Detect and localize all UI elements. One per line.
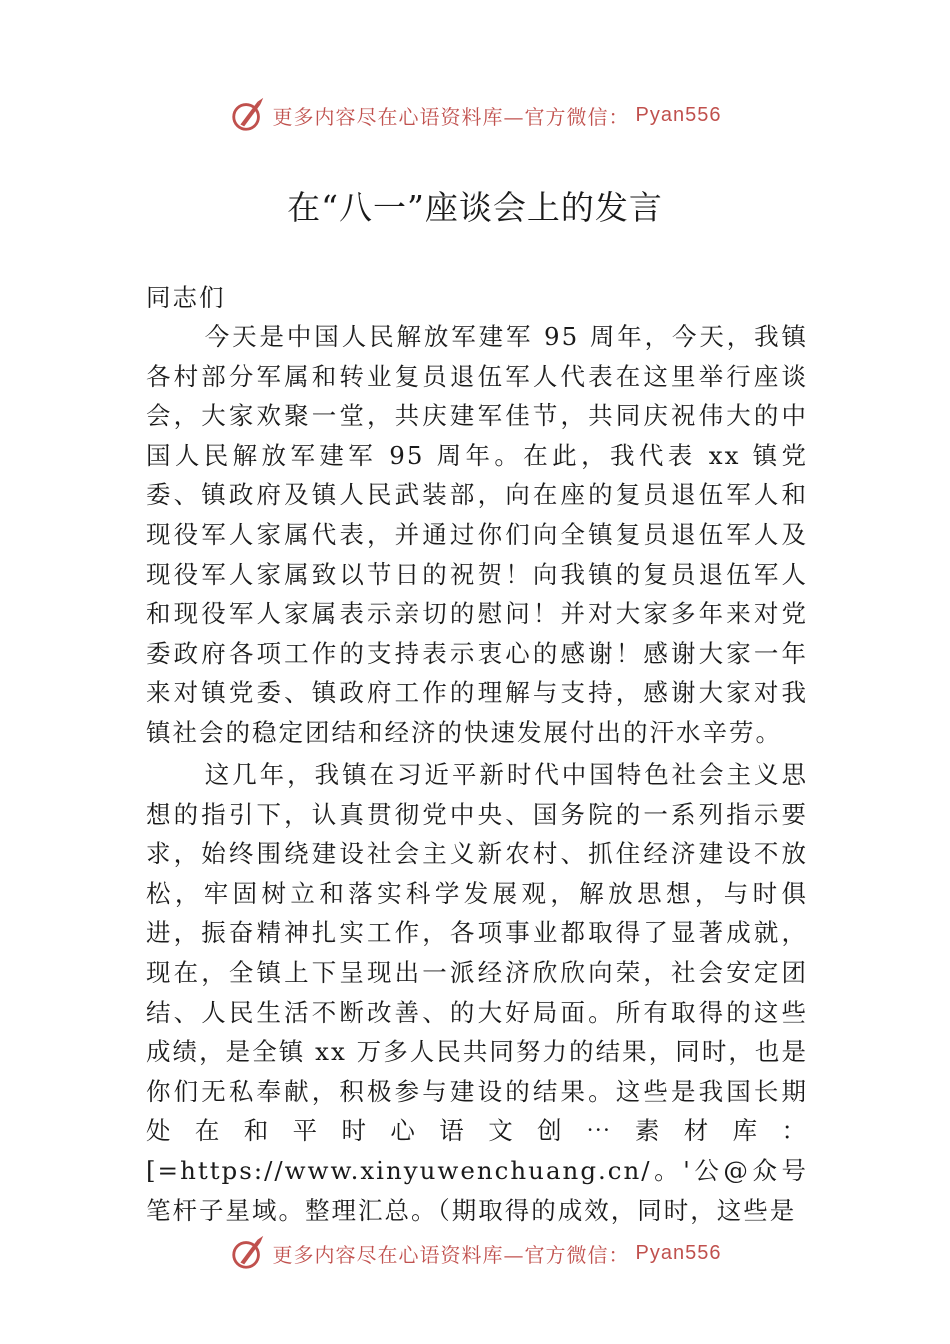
banner-text: 更多内容尽在心语资料库—官方微信： [272, 104, 630, 129]
page-title: 在“八一”座谈会上的发言 [287, 188, 663, 227]
banner-handle: Pyan556 [635, 1241, 722, 1264]
footer-banner [0, 1230, 950, 1276]
quill-pen-icon [229, 96, 267, 134]
banner-text: 更多内容尽在心语资料库—官方微信： [272, 1242, 630, 1267]
greeting: 同志们 [146, 283, 226, 312]
header-banner [0, 92, 950, 138]
quill-pen-icon [229, 1234, 267, 1272]
banner-handle: Pyan556 [635, 103, 722, 126]
paragraph-2: 这几年，我镇在习近平新时代中国特色社会主义思想的指引下，认真贯彻党中央、国务院的一系列指示要求，始终围绕建设社会主义新农村、抓住经济建设不放松，牢固树立和落实科学发展观，解放思想，与时俱进，振奋精神扎实工作，各项事业都取得了显著成就，现在，全镇上下呈现出一派经济欣欣向荣，社会安定团结、人民生活不断改善、的大好局面。所有取得的这些成绩，是全镇 xx 万多人民共同努力的结果，同时，也是你们无私奉献，积极参与建设的结果。这些是我国长期处在和平时心语文创⋯素材库：[=https://www.xinyuwenchuang.cn/。'公@众号笔杆子星域。整理汇总。（期取得的成效，同时，这些是 [146, 760, 808, 1225]
paragraph-1: 今天是中国人民解放军建军 95 周年，今天，我镇各村部分军属和转业复员退伍军人代表在这里举行座谈会，大家欢聚一堂，共庆建军佳节，共同庆祝伟大的中国人民解放军建军 95 周年。在此，我代表 xx 镇党委、镇政府及镇人民武装部，向在座的复员退伍军人和现役军人家属代表，并通过你们向全镇复员退伍军人及现役军人家属致以节日的祝贺！向我镇的复员退伍军人和现役军人家属表示亲切的慰问！并对大家多年来对党委政府各项工作的支持表示衷心的感谢！感谢大家一年来对镇党委、镇政府工作的理解与支持，感谢大家对我镇社会的稳定团结和经济的快速发展付出的汗水辛劳。 [146, 322, 808, 747]
